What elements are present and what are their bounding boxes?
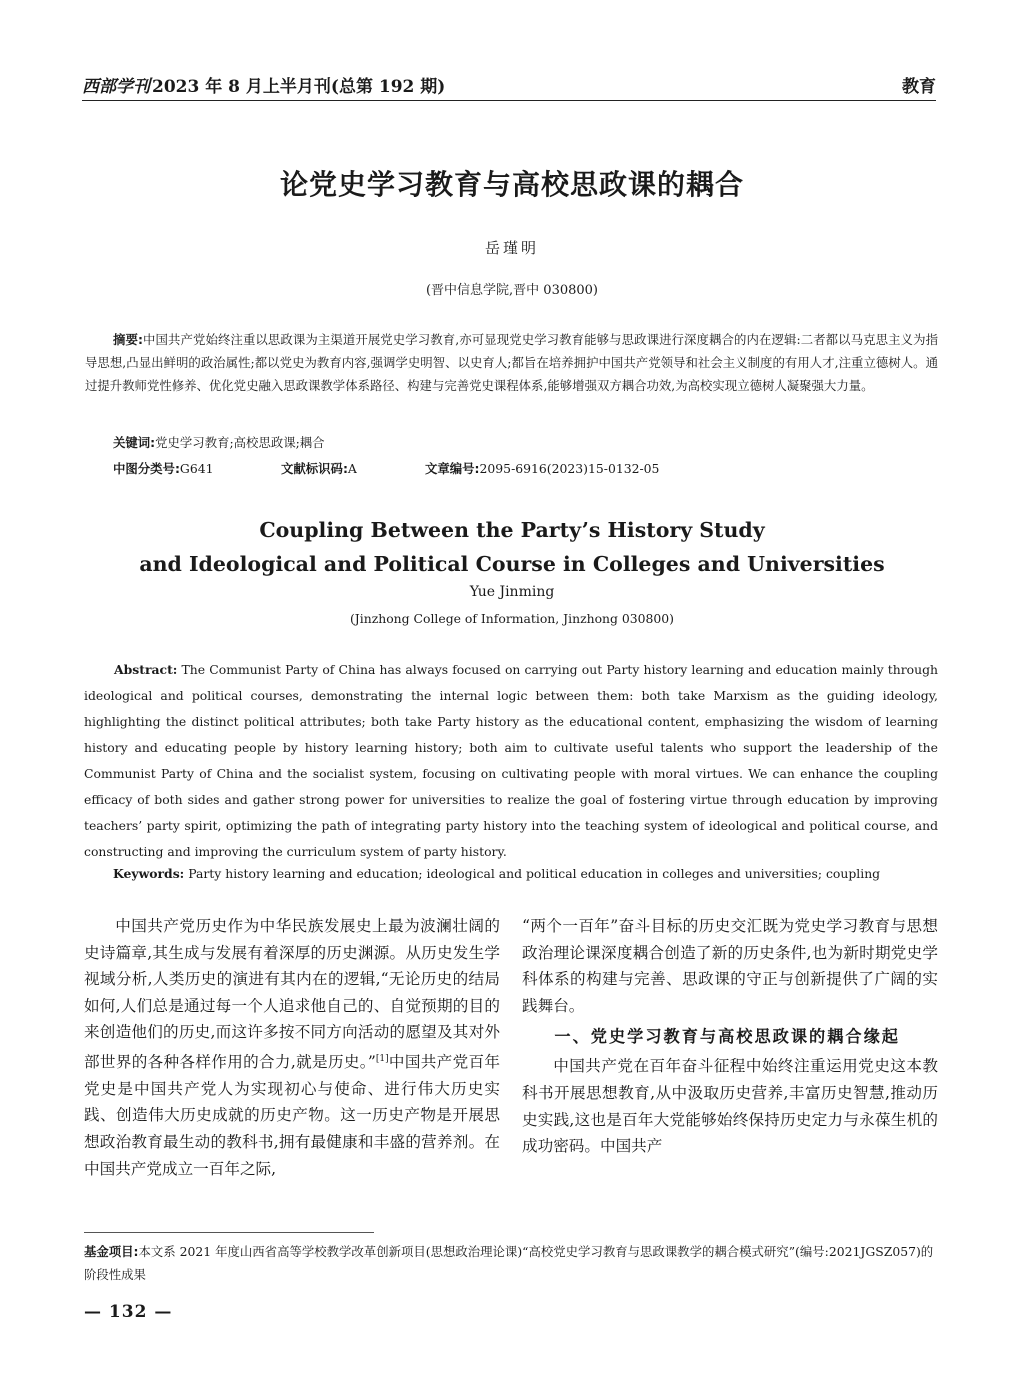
article-number-value: 2095-6916(2023)15-0132-05 [479, 461, 660, 476]
doc-code-label: 文献标识码: [281, 461, 348, 476]
body-paragraph: 中国共产党在百年奋斗征程中始终注重运用党史这本教科书开展思想教育,从中汲取历史营养,丰富历史智慧,推动历史实践,这也是百年大党能够始终保持历史定力与永葆生机的成功密码。中国共产 [522, 1057, 938, 1156]
keywords-en-label: Keywords: [113, 866, 185, 881]
article-number-label: 文章编号: [425, 461, 480, 476]
author-cn: 岳瑾明 [484, 239, 539, 257]
author-en: Yue Jinming [469, 584, 555, 600]
title-en [0, 513, 1024, 581]
body-text: 中国共产党百年党史是中国共产党人为实现初心与使命、进行伟大历史实践、创造伟大历史成就的历史产物。这一历史产物是开展思想政治教育最生动的教科书,拥有最健康和丰盛的营养剂。在中国共产党成立一百年之际, [84, 1053, 500, 1178]
body-column-left [84, 913, 500, 1182]
keywords-cn [113, 433, 325, 451]
keywords-en-text: Party history learning and education; ideological and political education in colleges and universities; coupling [188, 866, 881, 881]
abstract-en [84, 657, 938, 865]
section-name: 教育 [902, 77, 936, 97]
affiliation-cn: (晋中信息学院,晋中 030800) [425, 283, 599, 298]
clc-label: 中图分类号: [113, 461, 180, 476]
classification-line [113, 459, 933, 477]
abstract-en-label: Abstract: [114, 662, 178, 677]
footnote-label: 基金项目: [84, 1244, 139, 1259]
footnote-text: 本文系 2021 年度山西省高等学校教学改革创新项目(思想政治理论课)“高校党史学习教育与思政课教学的耦合模式研究”(编号:2021JGSZ057)的阶段性成果 [84, 1244, 934, 1282]
body-text: 中国共产党历史作为中华民族发展史上最为波澜壮阔的史诗篇章,其生成与发展有着深厚的历史渊源。从历史发生学视域分析,人类历史的演进有其内在的逻辑,“无论历史的结局如何,人们总是通过每一个人追求他自己的、自觉预期的目的来创造他们的历史,而这许多按不同方向活动的愿望及其对外部世界的各种各样作用的合力,就是历史。” [84, 917, 500, 1072]
issue-text: 2023 年 8 月上半月刊(总第 192 期) [152, 77, 446, 97]
abstract-cn-text: 中国共产党始终注重以思政课为主渠道开展党史学习教育,亦可显现党史学习教育能够与思政课进行深度耦合的内在逻辑:二者都以马克思主义为指导思想,凸显出鲜明的政治属性;都以党史为教育内容,强调学史明智、以史育人;都旨在培养拥护中国共产党领导和社会主义制度的有用人才,注重立德树人。通过提升教师党性修养、优化党史融入思政课教学体系路径、构建与完善党史课程体系,能够增强双方耦合功效,为高校实现立德树人凝聚强大力量。 [85, 332, 938, 393]
title-en-line2: and Ideological and Political Course in Colleges and Universities [139, 552, 885, 576]
body-paragraph: “两个一百年”奋斗目标的历史交汇既为党史学习教育与思想政治理论课深度耦合创造了新的历史条件,也为新时期党史学科体系的构建与完善、思政课的守正与创新提供了广阔的实践舞台。 [522, 917, 938, 1015]
keywords-en [113, 866, 880, 881]
journal-issue [82, 72, 445, 97]
title-en-line1: Coupling Between the Party’s History Study [259, 518, 765, 542]
keywords-cn-label: 关键词: [113, 435, 156, 450]
page-number: — 132 — [84, 1302, 173, 1322]
affiliation-en: (Jinzhong College of Information, Jinzhong 030800) [349, 611, 675, 626]
footnote [84, 1240, 938, 1286]
title-cn: 论党史学习教育与高校思政课的耦合 [279, 168, 744, 201]
doc-code-value: A [347, 461, 357, 476]
abstract-cn [85, 328, 938, 397]
keywords-cn-text: 党史学习教育;高校思政课;耦合 [155, 435, 325, 450]
citation-marker: [1] [375, 1053, 389, 1064]
abstract-en-text: The Communist Party of China has always focused on carrying out Party history learning and education mainly through ideological and political courses, demonstrating the internal logic between them: both take Marxism as the guiding ideology, highlighting the distinct political attributes; both take Party history as the educational content, emphasizing the wisdom of learning history and educating people by history learning history; both aim to cultivate useful talents who support the leadership of the Communist Party of China and the socialist system, focusing on cultivating people with moral virtues. We can enhance the coupling efficacy of both sides and gather strong power for universities to realize the goal of fostering virtue through education by improving teachers’ party spirit, optimizing the path of integrating party history into the teaching system of ideological and political course, and constructing and improving the curriculum system of party history. [84, 662, 938, 859]
abstract-cn-label: 摘要: [113, 332, 143, 347]
footnote-rule [84, 1232, 374, 1233]
clc-value: G641 [179, 461, 214, 476]
running-header [82, 70, 936, 98]
body-column-right [522, 913, 938, 1160]
journal-logo: 西部学刊 [82, 77, 150, 97]
section-heading: 一、党史学习教育与高校思政课的耦合缘起 [554, 1027, 900, 1047]
body-paragraph [84, 913, 500, 1182]
header-rule [82, 100, 936, 101]
